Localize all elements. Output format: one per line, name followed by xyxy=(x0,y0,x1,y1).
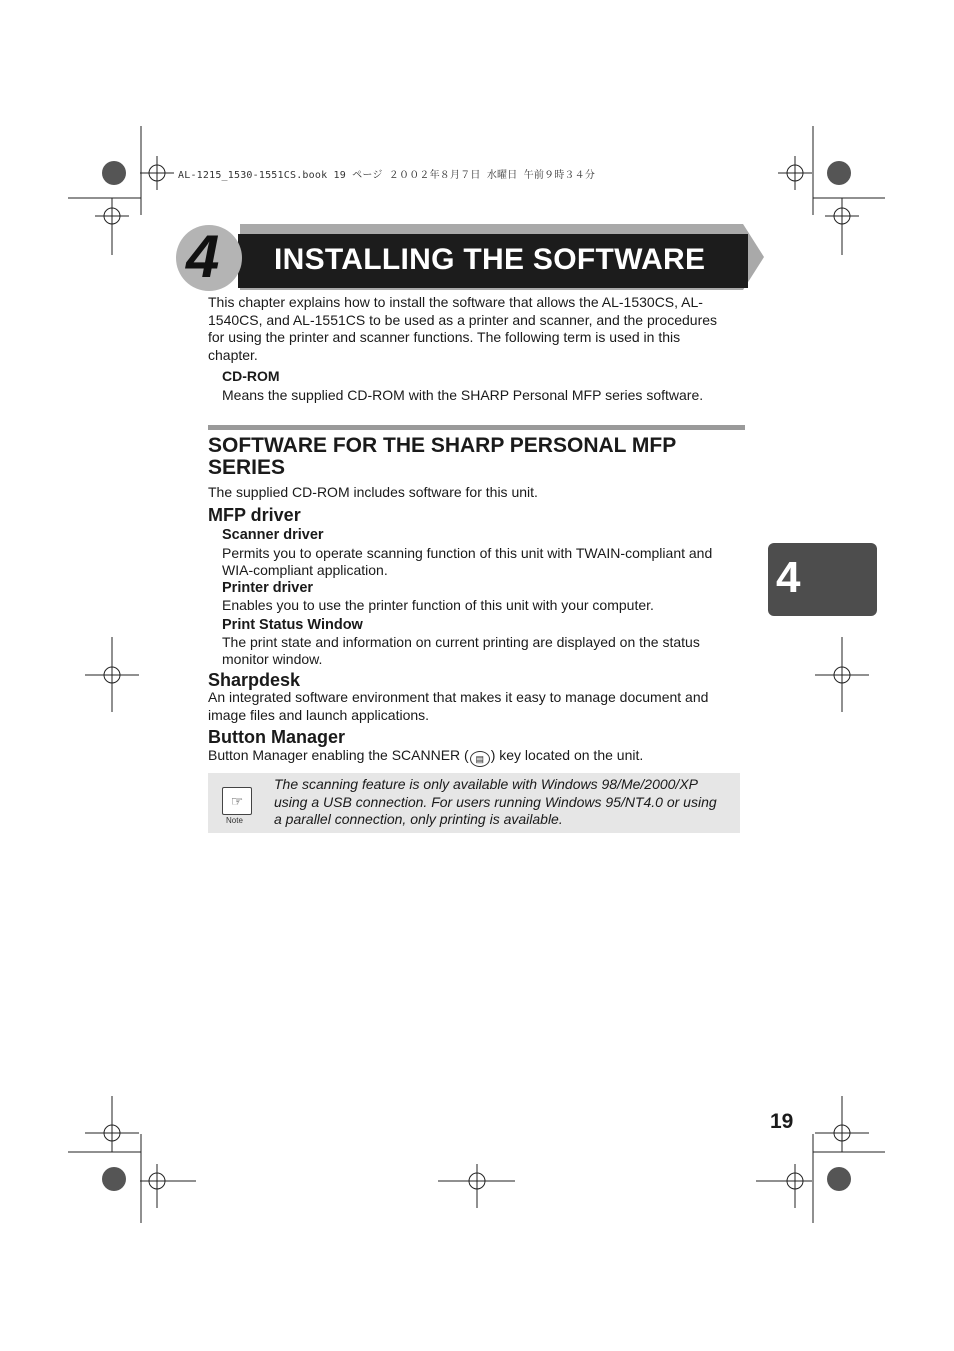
note-line: using a USB connection. For users running Windows 95/NT4.0 or using xyxy=(274,793,717,810)
chapter-side-tab-number: 4 xyxy=(776,553,801,602)
chapter-number: 4 xyxy=(186,223,220,290)
desc-line: An integrated software environment that makes it easy to manage document and xyxy=(208,689,709,705)
chapter-title: INSTALLING THE SOFTWARE xyxy=(274,243,706,276)
desc-line: WIA-compliant application. xyxy=(222,561,388,578)
page-number: 19 xyxy=(770,1110,794,1133)
note-line: a parallel connection, only printing is available. xyxy=(274,811,563,827)
note-line: The scanning feature is only available with Windows 98/Me/2000/XP xyxy=(274,776,698,792)
intro-line: This chapter explains how to install the software that allows the AL-1530CS, AL- xyxy=(208,294,703,310)
printer-driver-desc: Enables you to use the printer function of this unit with your computer. xyxy=(222,597,654,613)
print-header: AL-1215_1530-1551CS.book 19 ページ ２００２年８月７日 水曜日 午前９時３４分 xyxy=(178,170,596,181)
desc-line: The print state and information on current printing are displayed on the status xyxy=(222,634,700,650)
intro-line: chapter. xyxy=(208,346,258,363)
printer-driver-title: Printer driver xyxy=(222,580,314,596)
button-manager-heading: Button Manager xyxy=(208,727,345,747)
scanner-driver-desc xyxy=(222,545,712,579)
section-intro: The supplied CD-ROM includes software for this unit. xyxy=(208,484,538,500)
sharpdesk-heading: Sharpdesk xyxy=(208,670,301,690)
desc-line: monitor window. xyxy=(222,650,323,667)
section-title xyxy=(208,435,745,479)
desc-line: Permits you to operate scanning function of this unit with TWAIN-compliant and xyxy=(222,545,713,561)
note-text xyxy=(274,776,734,829)
scanner-driver-title: Scanner driver xyxy=(222,527,324,543)
mfp-driver-heading: MFP driver xyxy=(208,505,301,525)
section-title-line: SOFTWARE FOR THE SHARP PERSONAL MFP xyxy=(208,434,677,457)
pointing-hand-icon: ☞ xyxy=(222,787,252,815)
section-title-line: SERIES xyxy=(208,456,286,479)
print-status-window-title: Print Status Window xyxy=(222,617,363,633)
note-label: Note xyxy=(226,816,243,825)
intro-line: 1540CS, and AL-1551CS to be used as a printer and scanner, and the procedures xyxy=(208,311,718,328)
scanner-key-icon: ▤ xyxy=(470,751,490,767)
intro-line: for using the printer and scanner functions. The following term is used in this xyxy=(208,329,681,345)
term-description: Means the supplied CD-ROM with the SHARP Personal MFP series software. xyxy=(222,387,704,403)
button-manager-desc xyxy=(208,747,643,767)
sharpdesk-desc xyxy=(208,689,708,724)
term-label: CD-ROM xyxy=(222,368,280,384)
button-manager-text-before: Button Manager enabling the SCANNER ( xyxy=(208,747,469,763)
desc-line: image files and launch applications. xyxy=(208,706,430,723)
section-rule xyxy=(208,425,745,430)
print-status-window-desc xyxy=(222,634,700,668)
button-manager-text-after: ) key located on the unit. xyxy=(490,747,644,763)
intro-paragraph xyxy=(208,294,717,364)
